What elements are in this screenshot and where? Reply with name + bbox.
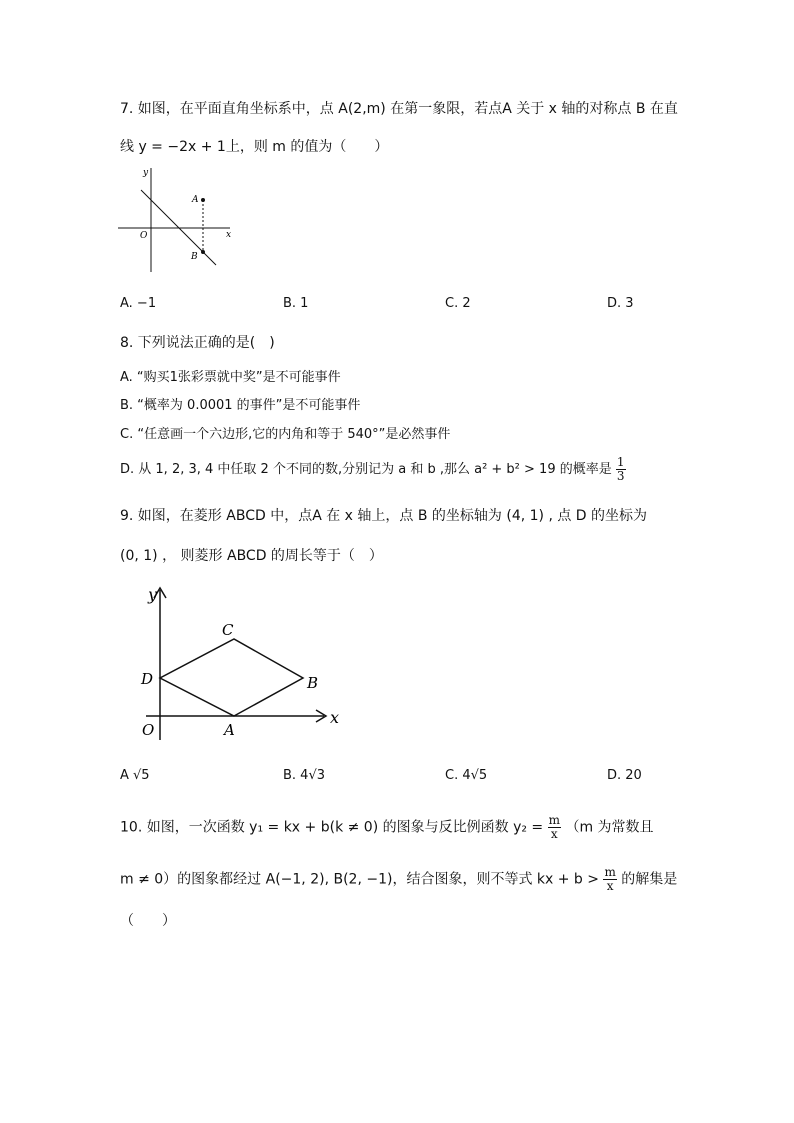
q8-option-d-fraction	[616, 456, 626, 483]
q7-label-b: B	[191, 252, 198, 262]
q7-label-o: O	[140, 231, 148, 241]
q9-option-d: D. 20	[607, 768, 642, 783]
q10-line2-frac-numerator: m	[604, 865, 616, 879]
q9-label-d: D	[141, 670, 154, 688]
q7-option-d: D. 3	[607, 296, 634, 311]
q7-label-y: y	[143, 168, 149, 178]
q9-stem-line2: (0, 1) ， 则菱形 ABCD 的周长等于（ ）	[120, 548, 383, 564]
q9-option-a: A √5	[120, 768, 150, 783]
q10-line1-frac-denominator: x	[550, 827, 558, 841]
q9-label-o: O	[142, 721, 155, 739]
q7-option-c: C. 2	[445, 296, 471, 311]
q10-line2-fraction	[603, 866, 616, 893]
q8-option-b: B. “概率为 0.0001 的事件”是不可能事件	[120, 398, 361, 413]
q10-line1-fraction	[548, 814, 561, 841]
q7-stem-line2: 线 y = −2x + 1上，则 m 的值为（ ）	[120, 139, 389, 155]
q7-figure	[118, 162, 248, 274]
q10-stem-line2	[120, 866, 677, 893]
q9-label-c: C	[222, 621, 234, 639]
q10-stem-line3: （ ）	[120, 913, 176, 929]
q10-line2-text-a: m ≠ 0）的图象都经过 A(−1, 2), B(2, −1)，结合图象，则不等式 kx + b >	[120, 871, 599, 888]
q8-option-c: C. “任意画一个六边形,它的内角和等于 540°”是必然事件	[120, 427, 451, 442]
q8-option-d	[120, 456, 626, 483]
q7-option-a: A. −1	[120, 296, 157, 311]
q10-line2-frac-denominator: x	[606, 879, 614, 893]
q10-stem-line1	[120, 814, 654, 841]
q7-stem-line1: 7. 如图，在平面直角坐标系中，点 A(2,m) 在第一象限，若点A 关于 x 轴的对称点 B 在直	[120, 101, 678, 117]
q7-label-x: x	[226, 230, 232, 240]
q9-label-y: y	[148, 585, 158, 604]
q10-line1-frac-numerator: m	[548, 813, 560, 827]
q7-label-a: A	[192, 195, 199, 205]
q10-line2-text-b: 的解集是	[621, 871, 678, 888]
q8-option-d-text: D. 从 1, 2, 3, 4 中任取 2 个不同的数,分别记为 a 和 b ,那么 a² + b² > 19 的概率是	[120, 462, 612, 477]
q9-figure	[136, 580, 356, 740]
q9-option-b: B. 4√3	[283, 768, 326, 783]
q7-point-b	[201, 250, 205, 254]
q9-label-b: B	[307, 674, 319, 692]
q10-line1-text-b: （m 为常数且	[565, 819, 654, 836]
q9-label-x: x	[330, 708, 340, 727]
q7-point-a	[201, 198, 205, 202]
q9-stem-line1: 9. 如图，在菱形 ABCD 中，点A 在 x 轴上，点 B 的坐标轴为 (4, 1) , 点 D 的坐标为	[120, 508, 648, 524]
q9-rhombus	[160, 639, 303, 716]
q8-frac-denominator: 3	[616, 469, 625, 483]
q9-label-a: A	[224, 721, 235, 739]
q8-stem: 8. 下列说法正确的是( )	[120, 335, 275, 351]
q7-option-b: B. 1	[283, 296, 309, 311]
q8-option-a: A. “购买1张彩票就中奖”是不可能事件	[120, 370, 341, 385]
q10-line1-text-a: 10. 如图，一次函数 y₁ = kx + b(k ≠ 0) 的图象与反比例函数 y₂ =	[120, 819, 544, 836]
q8-frac-numerator: 1	[616, 455, 625, 469]
q9-option-c: C. 4√5	[445, 768, 488, 783]
